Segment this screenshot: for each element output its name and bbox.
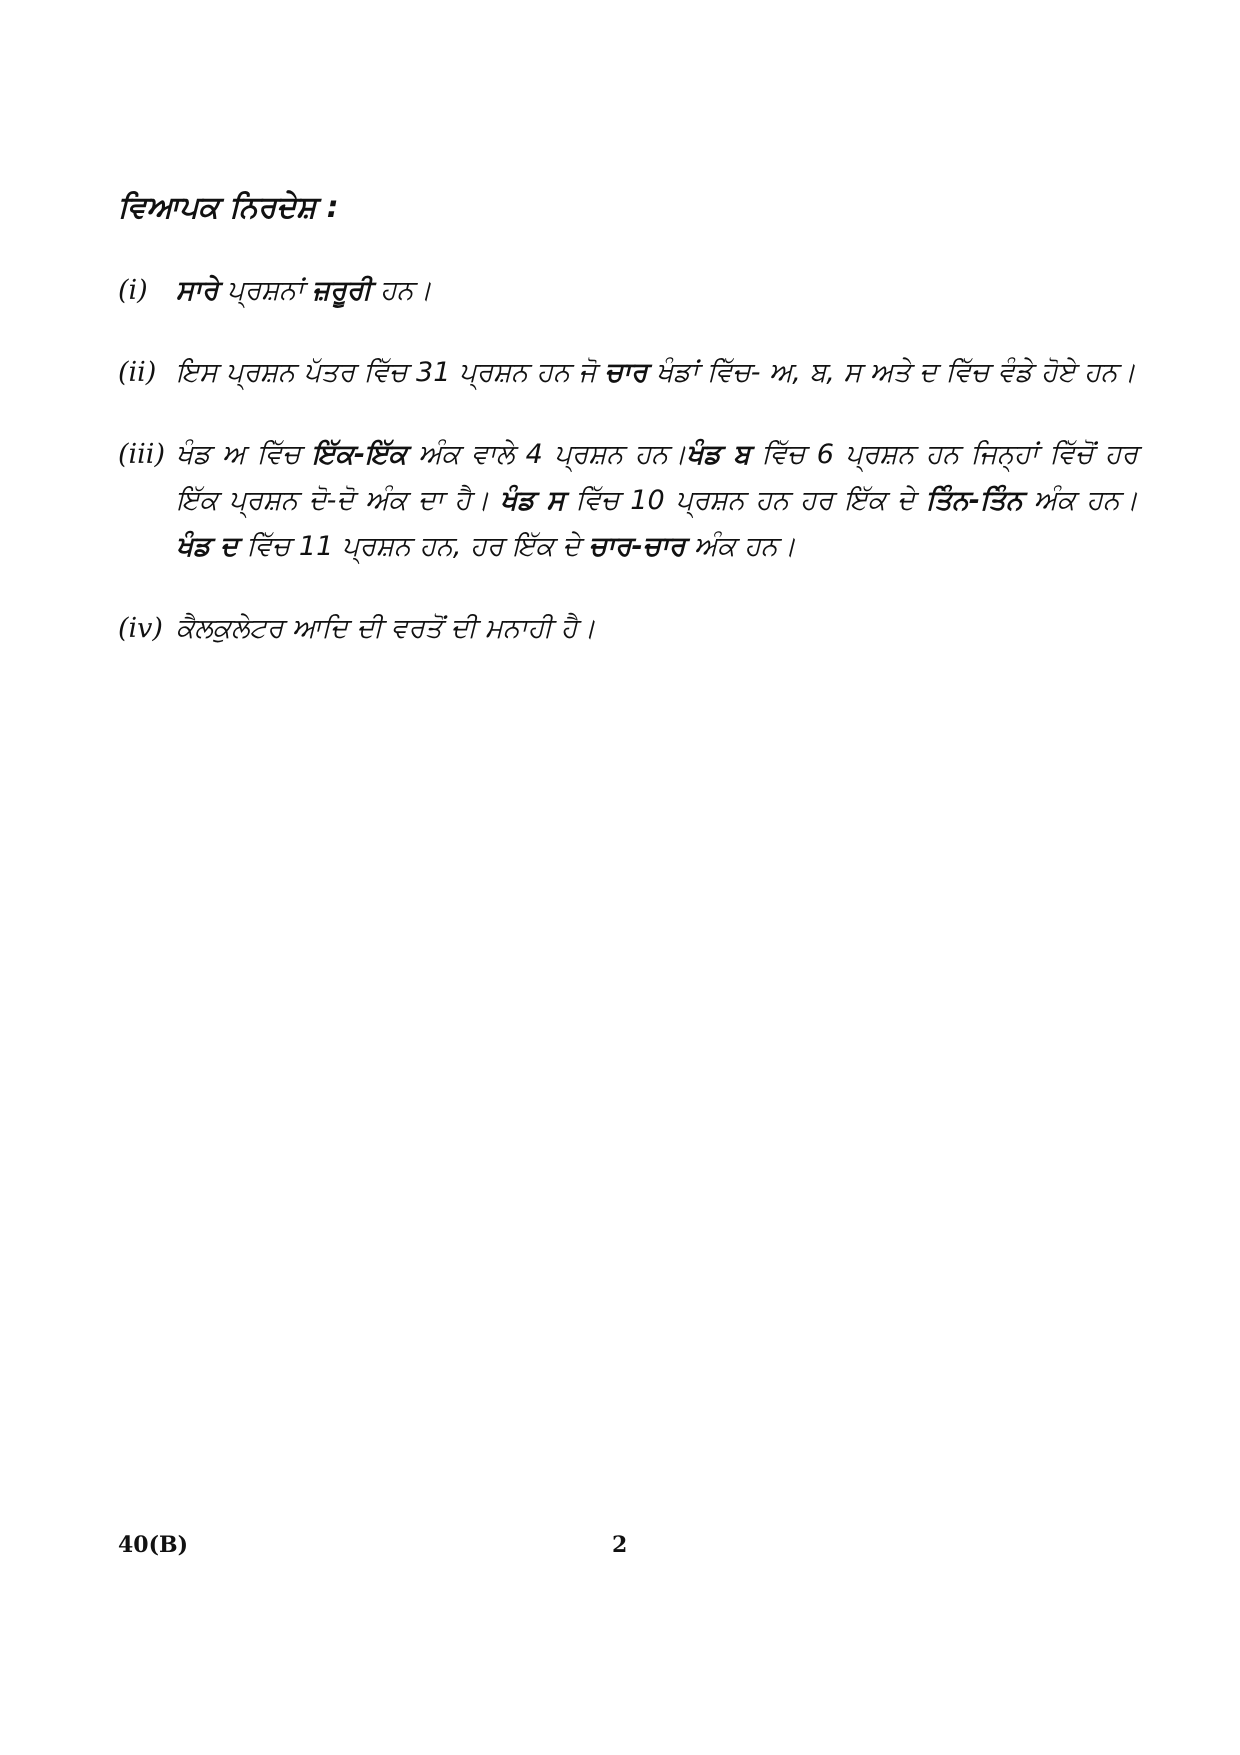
instruction-text-part: ਵਿੱਚ 10 ਪ੍ਰਸ਼ਨ ਹਨ ਹਰ ਇੱਕ ਦੇ <box>564 485 926 516</box>
instruction-text-bold: ਜ਼ਰੂਰੀ <box>312 275 372 306</box>
instruction-text-bold: ਤਿੰਨ-ਤਿੰਨ <box>925 485 1023 516</box>
instruction-text-bold: ਖੰਡ ਸ <box>500 485 565 516</box>
instruction-text-part: ਕੈਲਕੁਲੇਟਰ ਆਦਿ ਦੀ ਵਰਤੋਂ ਦੀ ਮਨਾਹੀ ਹੈ। <box>176 613 596 644</box>
instruction-text-part: ਅੰਕ ਹਨ। <box>685 531 796 562</box>
instruction-number: (ii) <box>118 357 157 388</box>
general-instructions <box>118 188 1138 688</box>
instruction-text-part: ਪ੍ਰਸ਼ਨਾਂ <box>218 275 313 306</box>
instruction-text-part: ਇਸ ਪ੍ਰਸ਼ਨ ਪੱਤਰ ਵਿੱਚ 31 ਪ੍ਰਸ਼ਨ ਹਨ ਜੋ <box>176 357 605 388</box>
instruction-item <box>118 350 1138 396</box>
instruction-text-bold: ਇੱਕ-ਇੱਕ <box>311 439 407 470</box>
instruction-item <box>118 432 1138 570</box>
instruction-text <box>176 432 1138 570</box>
instruction-text-part: ਖੰਡਾਂ ਵਿੱਚ- ਅ, ਬ, ਸ ਅਤੇ ਦ ਵਿੱਚ ਵੰਡੇ ਹੋਏ ਹਨ। <box>647 357 1136 388</box>
instructions-heading: ਵਿਆਪਕ ਨਿਰਦੇਸ਼ : <box>118 190 339 225</box>
instruction-text-bold: ਸਾਰੇ <box>176 275 219 306</box>
instruction-text-part: ਅੰਕ ਹਨ। <box>1022 485 1138 516</box>
instruction-text <box>176 606 1138 652</box>
instruction-text-part: ਵਿੱਚ 11 ਪ੍ਰਸ਼ਨ ਹਨ, ਹਰ ਇੱਕ ਦੇ <box>237 531 589 562</box>
instruction-text-part: ਖੰਡ ਅ ਵਿੱਚ <box>176 439 312 470</box>
instruction-text <box>176 350 1138 396</box>
instruction-text-bold: ਚਾਰ-ਚਾਰ <box>588 531 686 562</box>
instruction-text <box>176 268 1138 314</box>
instruction-item <box>118 606 1138 652</box>
page-number: 2 <box>612 1532 628 1558</box>
instruction-text-bold: ਚਾਰ <box>604 357 648 388</box>
instruction-text-part: ਹਨ। <box>371 275 432 306</box>
instruction-number: (i) <box>118 275 148 306</box>
instruction-number: (iii) <box>118 439 165 470</box>
instruction-text-part: ਅੰਕ ਵਾਲੇ 4 ਪ੍ਰਸ਼ਨ ਹਨ। <box>406 439 687 470</box>
instruction-text-bold: ਖੰਡ ਦ <box>176 531 238 562</box>
paper-code: 40(B) <box>118 1532 189 1558</box>
instruction-item <box>118 268 1138 314</box>
instruction-number: (iv) <box>118 613 163 644</box>
instruction-text-part: ਵਿੱਚ 6 ਪ੍ਰਸ਼ਨ ਹਨ ਜਿਨ੍ਹਾਂ ਵਿੱਚੋਂ ਹਰ ਇੱਕ ਪ੍ਰਸ਼ਨ ਦੋ-ਦੋ ਅੰਕ ਦਾ ਹੈ। <box>176 439 1139 516</box>
instruction-text-bold: ਖੰਡ ਬ <box>686 439 751 470</box>
